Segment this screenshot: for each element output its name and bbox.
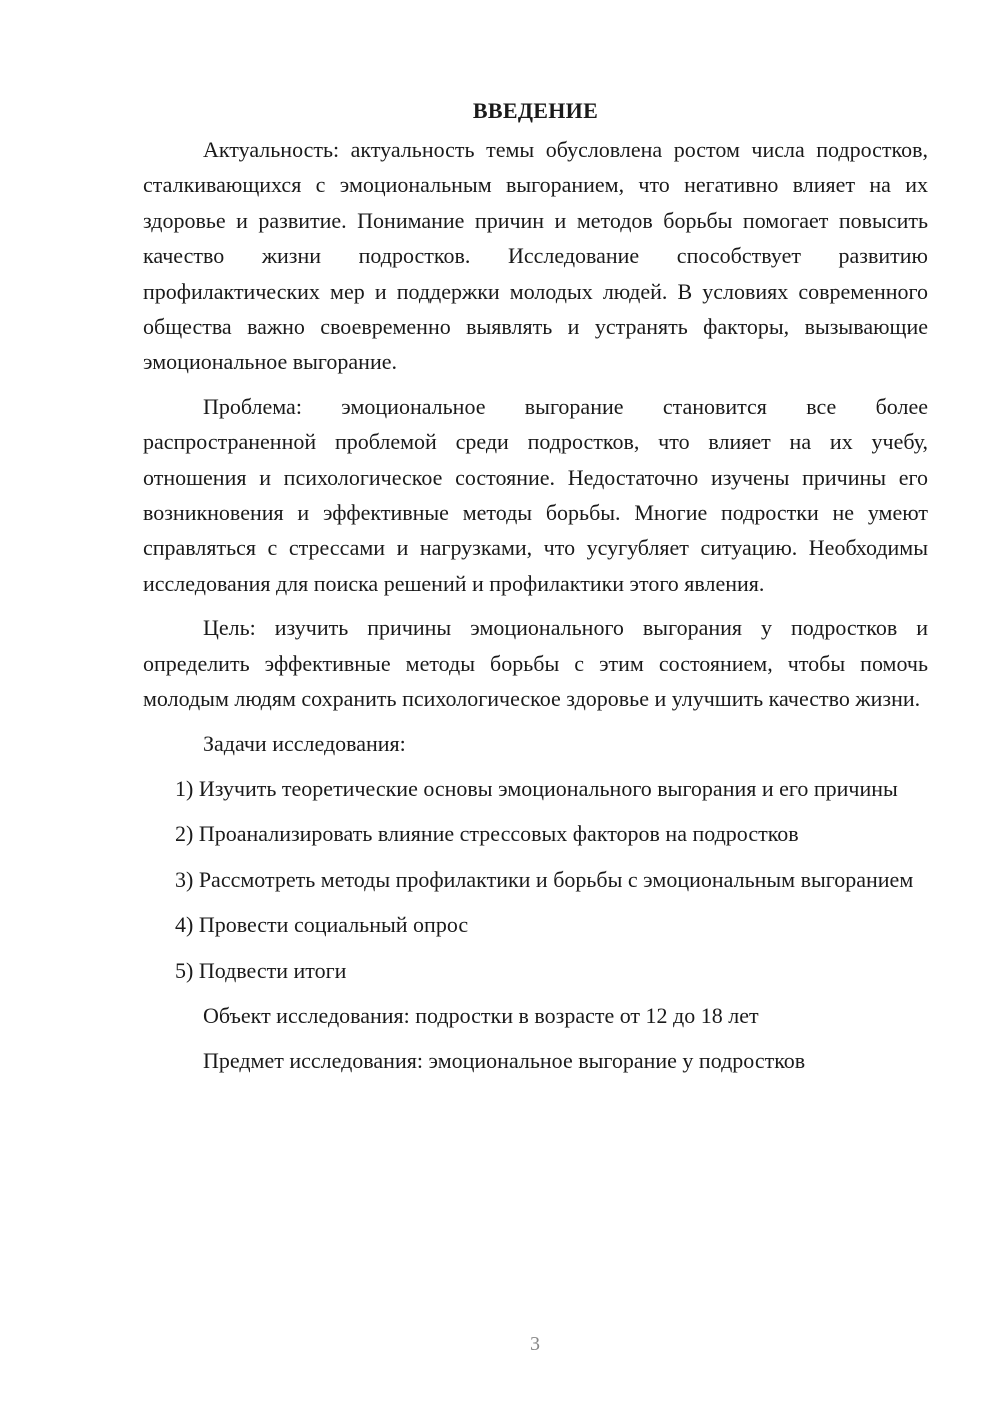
task-item-4: 4) Провести социальный опрос bbox=[175, 912, 469, 938]
paragraph-goal: Цель: изучить причины эмоционального выгорания у подростков и определить эффективные методы борьбы с этим состоянием, чтобы помочь молодым людям сохранить психологическое здоровье и улучшить качество жизни. bbox=[143, 615, 928, 712]
task-item-5: 5) Подвести итоги bbox=[175, 957, 347, 983]
tasks-title: Задачи исследования: bbox=[203, 730, 406, 756]
research-subject: Предмет исследования: эмоциональное выгорание у подростков bbox=[203, 1048, 806, 1074]
paragraph-relevance: Актуальность: актуальность темы обусловлена ростом числа подростков, сталкивающихся с эмоциональным выгоранием, что негативно влияет на их здоровье и развитие. Понимание причин и методов борьбы помогает повысить качество жизни подростков. Исследование способствует развитию профилактических мер и поддержки молодых людей. В условиях современного общества важно своевременно выявлять и устранять факторы, вызывающие эмоциональное выгорание. bbox=[143, 137, 928, 375]
research-object: Объект исследования: подростки в возрасте от 12 до 18 лет bbox=[203, 1002, 759, 1028]
task-item-3: 3) Рассмотреть методы профилактики и борьбы с эмоциональным выгоранием bbox=[175, 866, 914, 892]
task-item-1: 1) Изучить теоретические основы эмоционального выгорания и его причины bbox=[175, 775, 898, 801]
task-item-2: 2) Проанализировать влияние стрессовых факторов на подростков bbox=[175, 821, 799, 847]
paragraph-problem: Проблема: эмоциональное выгорание становится все более распространенной проблемой среди подростков, что влияет на их учебу, отношения и психологическое состояние. Недостаточно изучены причины его возникновения и эффективные методы борьбы. Многие подростки не умеют справляться с стрессами и нагрузками, что усугубляет ситуацию. Необходимы исследования для поиска решений и профилактики этого явления. bbox=[143, 393, 928, 596]
page-number: 3 bbox=[530, 1333, 540, 1355]
page-title: ВВЕДЕНИЕ bbox=[472, 98, 599, 123]
document-page bbox=[143, 90, 928, 1079]
